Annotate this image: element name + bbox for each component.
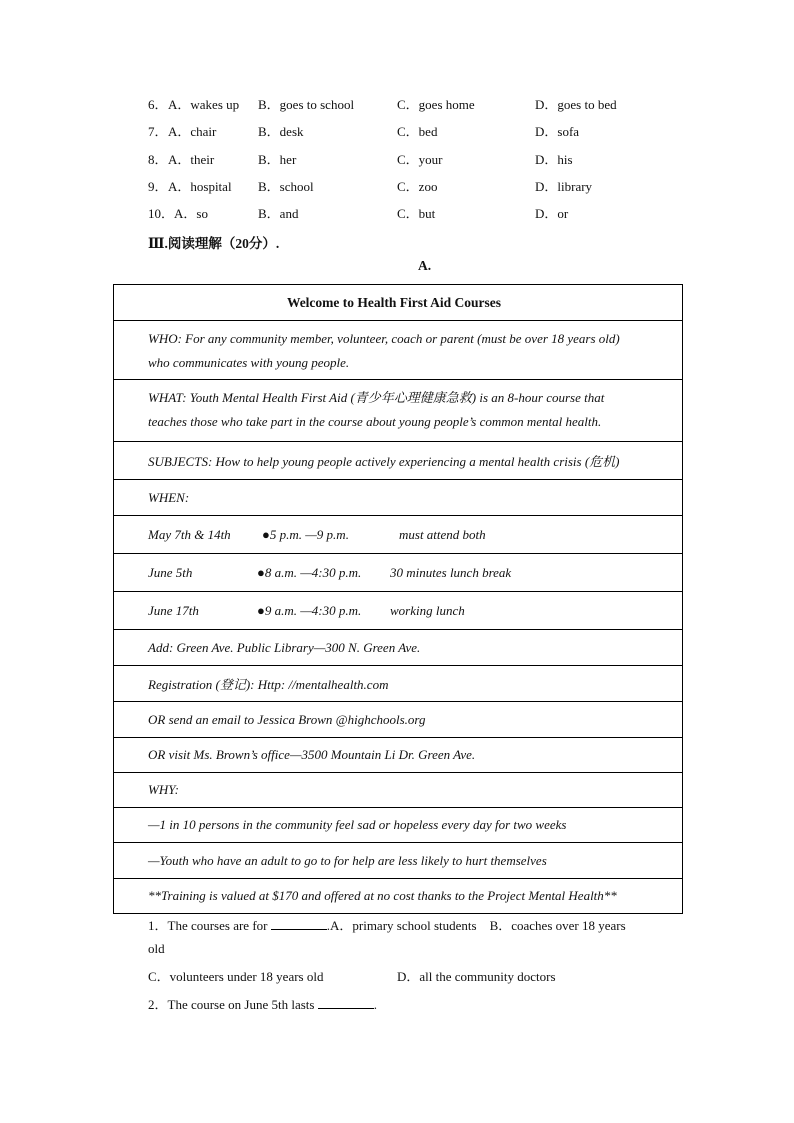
option-d: D．library bbox=[535, 179, 593, 194]
option-b: B．goes to school bbox=[258, 97, 355, 112]
schedule-time: ●9 a.m. —4:30 p.m. bbox=[257, 602, 362, 618]
q1-wrap: old bbox=[148, 941, 165, 956]
notice-who bbox=[114, 320, 682, 379]
answer-blank bbox=[271, 917, 327, 930]
option-d: D．goes to bed bbox=[535, 97, 617, 112]
who-line-2: who communicates with young people. bbox=[148, 355, 350, 370]
notice-visit: OR visit Ms. Brown’s office—3500 Mountain Li Dr. Green Ave. bbox=[114, 737, 682, 772]
q1-options-ab: .A．primary school students B．coaches over 18 years bbox=[326, 918, 626, 933]
course-notice-table bbox=[113, 284, 683, 914]
schedule-date: June 17th bbox=[148, 602, 199, 618]
option-c: C．zoo bbox=[397, 179, 438, 194]
option-a: A．chair bbox=[168, 124, 217, 139]
question-2 bbox=[148, 994, 377, 1013]
what-line-2: teaches those who take part in the course about young people’s common mental health. bbox=[148, 414, 602, 429]
question-1 bbox=[148, 915, 626, 934]
option-a: A．so bbox=[174, 206, 208, 221]
option-c: C．your bbox=[397, 152, 443, 167]
notice-footer: **Training is valued at $170 and offered at no cost thanks to the Project Mental Health** bbox=[114, 878, 682, 913]
schedule-time: ●8 a.m. —4:30 p.m. bbox=[257, 564, 362, 580]
q1-option-c: C．volunteers under 18 years old bbox=[148, 969, 324, 984]
notice-email: OR send an email to Jessica Brown @highchools.org bbox=[114, 701, 682, 737]
q1-stem: 1．The courses are for bbox=[148, 918, 271, 933]
what-line-1: WHAT: Youth Mental Health First Aid (青少年心理健康急救) is an 8-hour course that bbox=[148, 390, 605, 405]
answer-blank bbox=[318, 996, 374, 1009]
question-number: 6． bbox=[148, 97, 168, 112]
notice-why: WHY: bbox=[114, 772, 682, 807]
option-b: B．her bbox=[258, 152, 297, 167]
option-c: C．but bbox=[397, 206, 436, 221]
option-a: A．their bbox=[168, 152, 215, 167]
notice-address: Add: Green Ave. Public Library—300 N. Green Ave. bbox=[114, 629, 682, 665]
schedule-time: ●5 p.m. —9 p.m. bbox=[262, 526, 349, 542]
who-line-1: WHO: For any community member, volunteer, coach or parent (must be over 18 years old) bbox=[148, 331, 620, 346]
notice-registration: Registration (登记): Http: //mentalhealth.com bbox=[114, 665, 682, 701]
question-number: 7． bbox=[148, 124, 168, 139]
option-d: D．sofa bbox=[535, 124, 580, 139]
section-heading: Ⅲ.阅读理解（20分）. bbox=[148, 236, 280, 251]
q2-end: . bbox=[373, 997, 377, 1012]
schedule-note: working lunch bbox=[390, 602, 465, 618]
passage-label: A. bbox=[418, 258, 432, 273]
schedule-note: 30 minutes lunch break bbox=[390, 564, 512, 580]
option-d: D．or bbox=[535, 206, 569, 221]
q1-option-d: D．all the community doctors bbox=[397, 969, 556, 984]
notice-subjects: SUBJECTS: How to help young people actively experiencing a mental health crisis (危机) bbox=[114, 441, 682, 479]
schedule-note: must attend both bbox=[399, 526, 486, 542]
question-number: 9． bbox=[148, 179, 168, 194]
schedule-row bbox=[114, 553, 682, 591]
option-c: C．bed bbox=[397, 124, 438, 139]
notice-title: Welcome to Health First Aid Courses bbox=[286, 294, 502, 310]
option-d: D．his bbox=[535, 152, 573, 167]
question-number: 10． bbox=[148, 206, 175, 221]
q2-stem: 2．The course on June 5th lasts bbox=[148, 997, 318, 1012]
question-number: 8． bbox=[148, 152, 168, 167]
notice-why-reason-2: —Youth who have an adult to go to for help are less likely to hurt themselves bbox=[114, 842, 682, 878]
option-c: C．goes home bbox=[397, 97, 475, 112]
schedule-row bbox=[114, 591, 682, 629]
option-b: B．school bbox=[258, 179, 314, 194]
option-b: B．desk bbox=[258, 124, 304, 139]
schedule-date: June 5th bbox=[148, 564, 193, 580]
notice-why-reason-1: —1 in 10 persons in the community feel sad or hopeless every day for two weeks bbox=[114, 807, 682, 842]
option-b: B．and bbox=[258, 206, 299, 221]
option-a: A．wakes up bbox=[168, 97, 240, 112]
notice-when: WHEN: bbox=[114, 479, 682, 515]
schedule-row bbox=[114, 515, 682, 553]
option-a: A．hospital bbox=[168, 179, 232, 194]
notice-what bbox=[114, 379, 682, 441]
schedule-date: May 7th & 14th bbox=[148, 526, 231, 542]
